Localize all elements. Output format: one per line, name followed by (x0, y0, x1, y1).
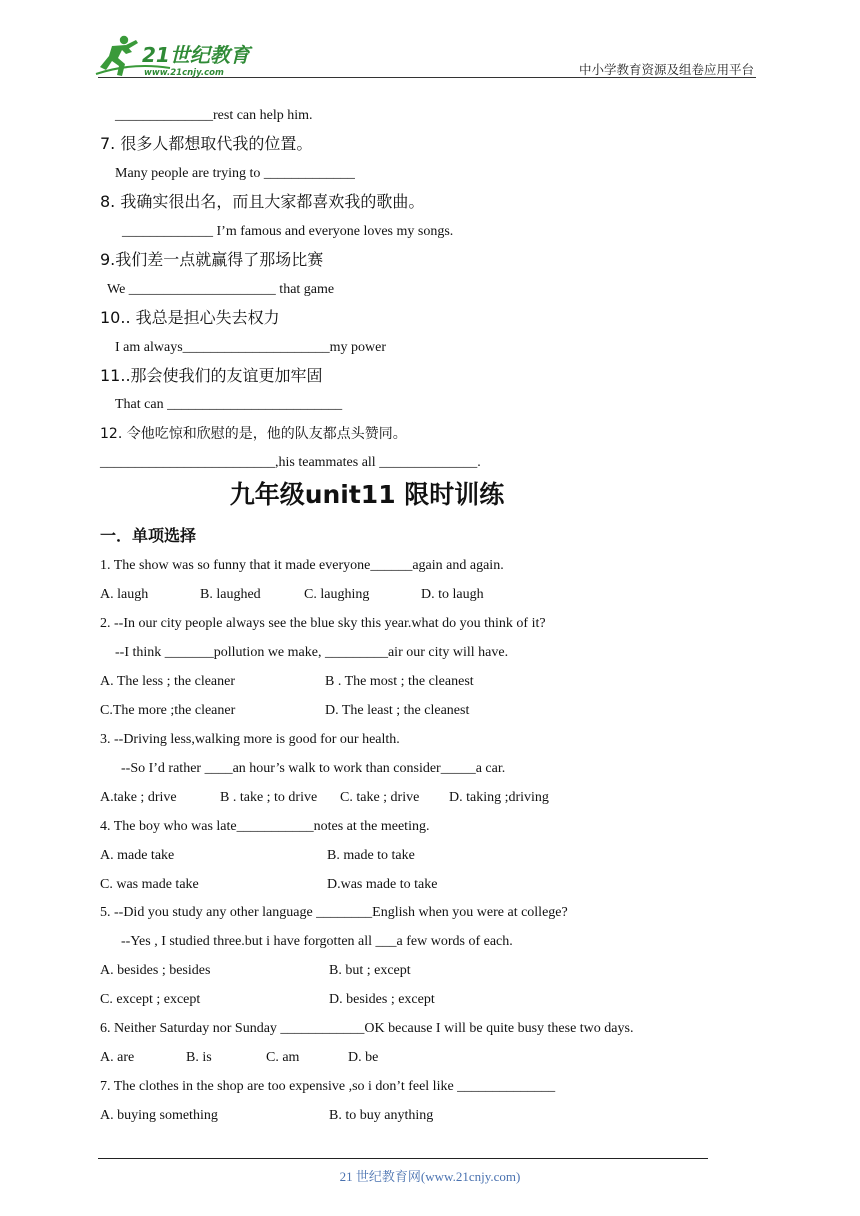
translation-line: 10.. 我总是担心失去权力 (100, 308, 280, 327)
question-line: 5. --Did you study any other language ________English when you were at college? (100, 905, 568, 920)
question-line: 2. --In our city people always see the blue sky this year.what do you think of it? (100, 616, 546, 631)
question-line: B. is (186, 1050, 212, 1065)
translation-line: 12. 令他吃惊和欣慰的是，他的队友都点头赞同。 (100, 426, 407, 442)
question-line: B. made to take (327, 848, 415, 863)
question-line: A.take ; drive (100, 790, 177, 805)
translation-line: 8. 我确实很出名，而且大家都喜欢我的歌曲。 (100, 192, 425, 211)
header-divider (98, 77, 756, 78)
question-line: A. are (100, 1050, 135, 1065)
question-line: C.The more ;the cleaner (100, 703, 236, 718)
question-line: 7. The clothes in the shop are too expensive ,so i don’t feel like ______________ (100, 1079, 556, 1094)
question-line: D. besides ; except (329, 992, 435, 1007)
translation-line: That can _________________________ (115, 397, 343, 412)
footer-source: 21 世纪教育网(www.21cnjy.com) (339, 1169, 521, 1184)
translation-line: 9.我们差一点就赢得了那场比赛 (100, 250, 324, 269)
question-line: --So I’d rather ____an hour’s walk to work than consider_____a car. (121, 761, 506, 776)
translation-line: _________________________,his teammates all ______________. (100, 455, 481, 470)
section-heading: 一．单项选择 (100, 526, 197, 545)
question-line: D. The least ; the cleanest (325, 703, 470, 718)
translation-line: _____________ I’m famous and everyone loves my songs. (122, 224, 454, 239)
translation-line: We _____________________ that game (107, 282, 335, 297)
question-line: D. be (348, 1050, 379, 1065)
footer-divider (98, 1158, 708, 1159)
logo-url: www.21cnjy.com (144, 68, 224, 78)
question-line: C. take ; drive (340, 790, 420, 805)
question-line: B . take ; to drive (220, 790, 318, 805)
translation-line: 7. 很多人都想取代我的位置。 (100, 134, 313, 153)
question-line: 4. The boy who was late___________notes at the meeting. (100, 819, 430, 834)
question-line: A. laugh (100, 587, 149, 602)
question-line: A. besides ; besides (100, 963, 211, 978)
question-line: B. to buy anything (329, 1108, 434, 1123)
question-line: A. made take (100, 848, 175, 863)
question-line: --Yes , I studied three.but i have forgotten all ___a few words of each. (121, 934, 513, 949)
translation-line: Many people are trying to _____________ (115, 166, 355, 181)
question-line: B. but ; except (329, 963, 411, 978)
question-line: 1. The show was so funny that it made everyone______again and again. (100, 558, 504, 573)
site-logo (92, 32, 267, 82)
question-line: C. laughing (304, 587, 370, 602)
question-line: 6. Neither Saturday nor Sunday ____________OK because I will be quite busy these two days. (100, 1021, 634, 1036)
runner-icon (100, 36, 138, 76)
question-line: A. buying something (100, 1108, 218, 1123)
question-line: C. was made take (100, 877, 199, 892)
question-line: 3. --Driving less,walking more is good for our health. (100, 732, 400, 747)
question-line: D. to laugh (421, 587, 484, 602)
page-title: 九年级unit11 限时训练 (229, 480, 505, 509)
question-line: C. except ; except (100, 992, 201, 1007)
platform-name: 中小学教育资源及组卷应用平台 (578, 62, 754, 77)
translation-line: I am always_____________________my power (115, 340, 387, 355)
question-line: --I think _______pollution we make, _________air our city will have. (115, 645, 509, 660)
translation-line: ______________rest can help him. (115, 108, 313, 123)
question-line: B. laughed (200, 587, 261, 602)
question-line: D. taking ;driving (449, 790, 549, 805)
translation-line: 11..那会使我们的友谊更加牢固 (100, 366, 323, 385)
question-line: A. The less ; the cleaner (100, 674, 236, 689)
question-line: B . The most ; the cleanest (325, 674, 474, 689)
question-line: D.was made to take (327, 877, 438, 892)
question-line: C. am (266, 1050, 300, 1065)
logo-text: 21世纪教育 (142, 43, 250, 67)
